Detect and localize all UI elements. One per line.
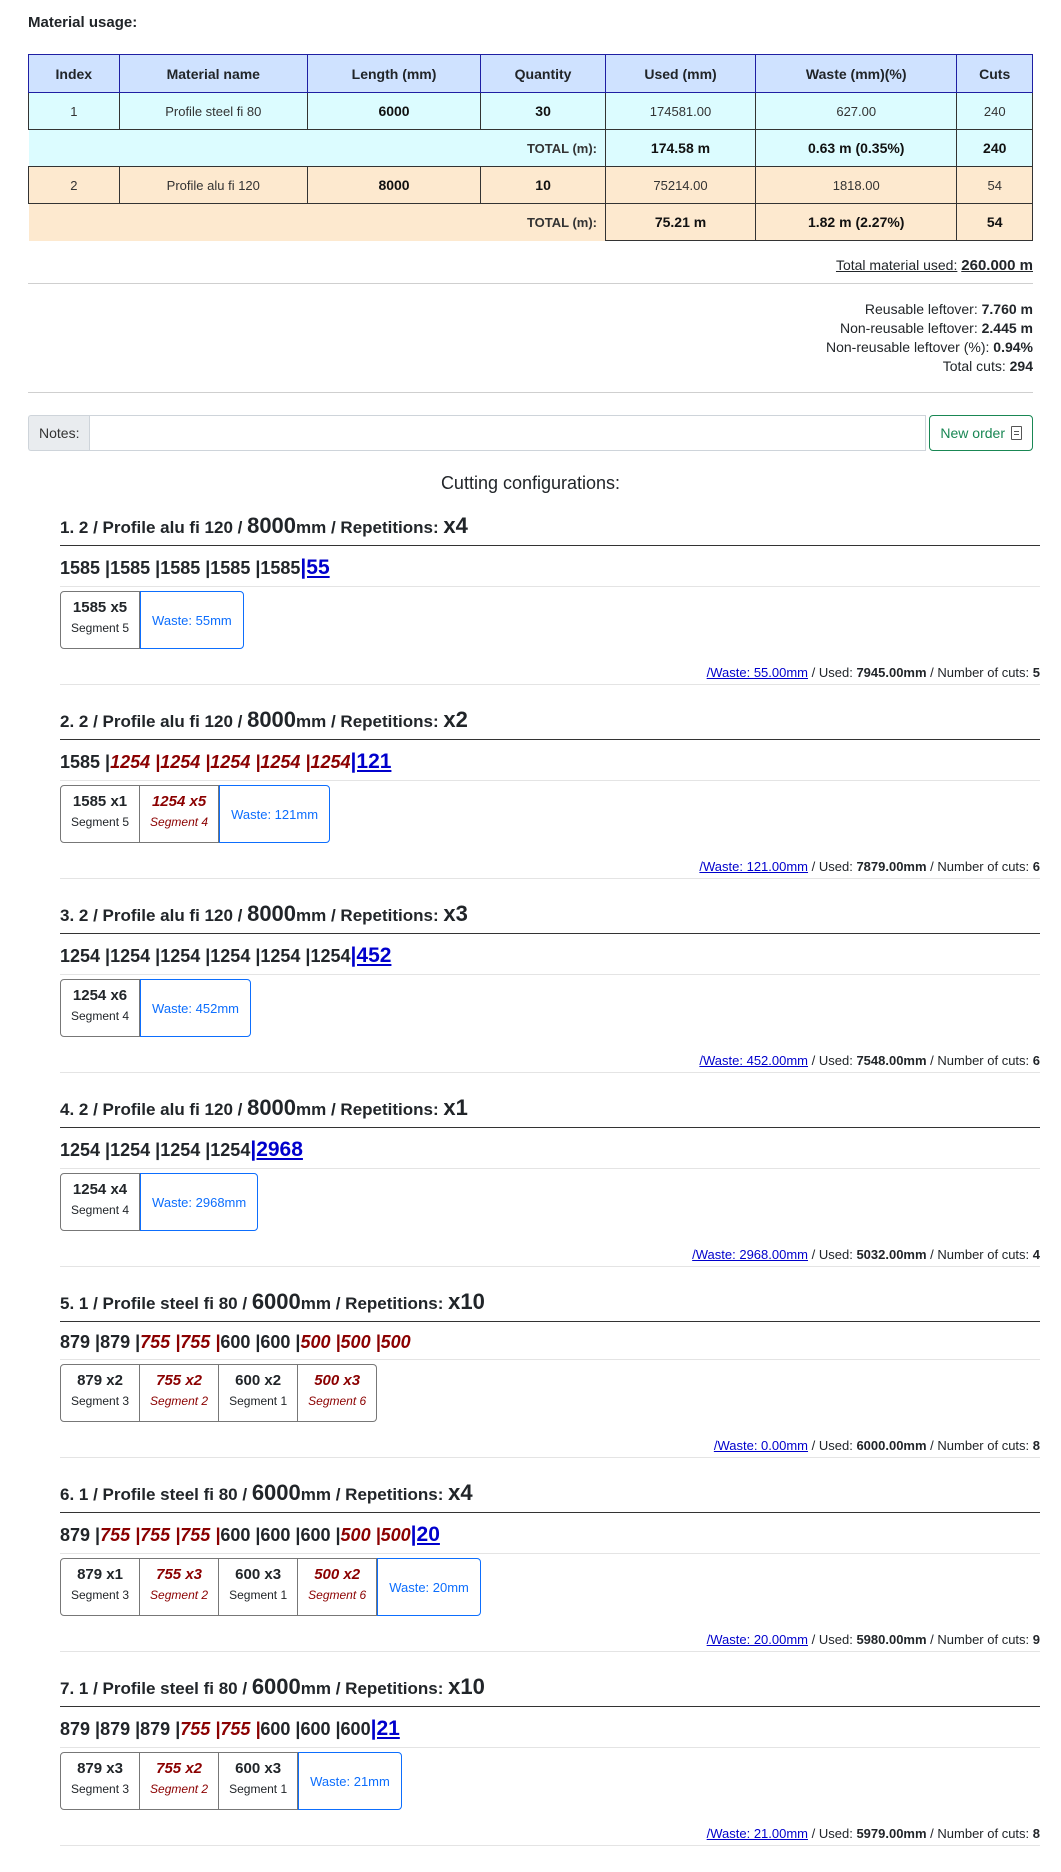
col-length-header: Length (mm) (307, 55, 480, 93)
cut-pattern (60, 1128, 1040, 1169)
segment-box (219, 1752, 298, 1810)
segment-box (60, 785, 140, 843)
cut-piece: 1585 | (60, 558, 111, 578)
config-length: 8000 (247, 513, 297, 538)
cut-piece: 500 | (340, 1332, 381, 1352)
footer-waste-link[interactable]: /Waste: 21.00mm (706, 1826, 809, 1841)
segment-box (140, 1558, 219, 1616)
footer-cuts-value: 4 (1032, 1247, 1040, 1262)
segment-count: 600 x2 (235, 1372, 282, 1389)
segment-label: Segment 1 (229, 1394, 288, 1408)
config-unit: mm (300, 1294, 331, 1313)
segment-label: Segment 3 (71, 1394, 130, 1408)
footer-cuts-value: 8 (1032, 1438, 1040, 1453)
segment-count: 879 x3 (77, 1760, 123, 1777)
config-rep-label: / Repetitions: (326, 1100, 444, 1119)
cut-piece: 755 | (140, 1525, 181, 1545)
cut-piece: 1254 | (110, 752, 161, 772)
cut-piece: 1254 | (160, 752, 211, 772)
cutting-config (60, 513, 1040, 685)
cutting-config (60, 901, 1040, 1073)
cut-piece: 879 | (100, 1332, 141, 1352)
waste-link[interactable]: |55 (300, 556, 330, 579)
segment-box (140, 1364, 219, 1422)
footer-waste-link[interactable]: /Waste: 20.00mm (706, 1632, 809, 1647)
row-material-name: Profile alu fi 120 (119, 167, 307, 204)
footer-waste-link[interactable]: /Waste: 55.00mm (706, 665, 809, 680)
row-length: 8000 (307, 167, 480, 204)
config-unit: mm (300, 1679, 331, 1698)
segment-label: Segment 1 (229, 1782, 288, 1796)
segment-label: Segment 4 (150, 815, 209, 829)
segment-count: 500 x2 (314, 1566, 361, 1583)
segment-box (298, 1364, 377, 1422)
table-total-row (29, 130, 1033, 167)
cut-piece: 600 | (220, 1332, 261, 1352)
cut-piece: 879 | (60, 1332, 101, 1352)
cut-piece: 1254 (310, 752, 351, 772)
cut-piece: 755 | (180, 1332, 221, 1352)
segment-group (60, 975, 1040, 1043)
notes-textarea[interactable] (89, 415, 926, 451)
cutting-config (60, 707, 1040, 879)
non-reusable-pct-value: 0.94% (993, 339, 1033, 355)
segment-group (60, 587, 1040, 655)
footer-used-value: 7879.00mm (856, 859, 927, 874)
segment-box (60, 591, 140, 649)
footer-used-label: / Used: (808, 1053, 857, 1068)
config-repetitions: x4 (448, 1480, 473, 1505)
segment-count: 1254 x4 (72, 1181, 128, 1198)
segment-box (140, 785, 219, 843)
waste-box: Waste: 20mm (377, 1558, 481, 1616)
footer-cuts-label: / Number of cuts: (926, 1053, 1033, 1068)
total-cuts: 240 (957, 130, 1033, 167)
config-repetitions: x2 (443, 707, 468, 732)
row-waste: 627.00 (756, 93, 957, 130)
footer-cuts-label: / Number of cuts: (926, 1632, 1033, 1647)
row-quantity: 30 (481, 93, 606, 130)
config-header (60, 1674, 1040, 1707)
cut-piece: 1254 | (60, 946, 111, 966)
config-spacer (28, 1073, 1033, 1095)
footer-used-label: / Used: (808, 1438, 857, 1453)
config-footer (60, 1043, 1040, 1073)
cut-pattern (60, 1513, 1040, 1554)
row-index: 1 (29, 93, 120, 130)
row-used: 75214.00 (606, 167, 756, 204)
segment-box (219, 1364, 298, 1422)
config-repetitions: x4 (443, 513, 468, 538)
cut-piece: 755 | (220, 1719, 261, 1739)
table-header-row (29, 55, 1033, 93)
segment-label: Segment 6 (308, 1588, 367, 1602)
total-cuts: 54 (957, 204, 1033, 241)
segment-box (60, 1752, 140, 1810)
total-label: TOTAL (m): (29, 130, 606, 167)
cut-piece: 879 | (100, 1719, 141, 1739)
cut-piece: 879 | (60, 1525, 101, 1545)
config-unit: mm (296, 712, 327, 731)
segment-box (60, 1364, 140, 1422)
cutting-config (60, 1095, 1040, 1267)
footer-waste-link[interactable]: /Waste: 121.00mm (699, 859, 809, 874)
waste-link[interactable]: |21 (370, 1717, 400, 1740)
total-waste: 0.63 m (0.35%) (756, 130, 957, 167)
footer-cuts-value: 6 (1032, 1053, 1040, 1068)
cutting-configurations-title: Cutting configurations: (440, 473, 621, 493)
total-used: 75.21 m (606, 204, 756, 241)
waste-link[interactable]: |121 (350, 750, 392, 773)
config-length: 6000 (251, 1480, 301, 1505)
segment-box (60, 979, 140, 1037)
cut-piece: 600 | (300, 1525, 341, 1545)
cut-piece: 1254 (210, 1140, 251, 1160)
footer-waste-link[interactable]: /Waste: 452.00mm (699, 1053, 809, 1068)
row-quantity: 10 (481, 167, 606, 204)
cut-piece: 1585 | (210, 558, 261, 578)
non-reusable-leftover-value: 2.445 m (981, 320, 1033, 336)
segment-count: 755 x3 (156, 1566, 203, 1583)
config-rep-label: / Repetitions: (331, 1294, 449, 1313)
col-used-header: Used (mm) (606, 55, 756, 93)
total-used: 174.58 m (606, 130, 756, 167)
cut-piece: 1254 | (160, 946, 211, 966)
table-row (29, 167, 1033, 204)
segment-count: 755 x2 (156, 1372, 203, 1389)
config-spacer (28, 1267, 1033, 1289)
config-spacer (28, 685, 1033, 707)
cut-piece: 1254 | (160, 1140, 211, 1160)
footer-cuts-label: / Number of cuts: (926, 859, 1033, 874)
non-reusable-leftover-label: Non-reusable leftover: (839, 320, 978, 336)
segment-label: Segment 2 (150, 1394, 209, 1408)
segment-label: Segment 5 (71, 815, 130, 829)
total-material-used (28, 257, 1033, 283)
segment-count: 1585 x1 (72, 793, 128, 810)
segment-count: 879 x2 (77, 1372, 123, 1389)
config-footer (60, 655, 1040, 685)
config-header (60, 1289, 1040, 1322)
row-length: 6000 (307, 93, 480, 130)
cut-piece: 755 | (100, 1525, 141, 1545)
reusable-leftover (28, 300, 1033, 319)
new-order-label: New order (940, 425, 1005, 441)
cut-piece: 1254 | (110, 1140, 161, 1160)
waste-box: Waste: 55mm (140, 591, 244, 649)
segment-box (219, 1558, 298, 1616)
cut-piece: 1254 (310, 946, 351, 966)
config-rep-label: / Repetitions: (331, 1485, 449, 1504)
config-title: 6. 1 / Profile steel fi 80 / (60, 1485, 252, 1504)
segment-box (298, 1558, 377, 1616)
row-waste: 1818.00 (756, 167, 957, 204)
divider (28, 392, 1033, 393)
cut-piece: 1254 | (210, 946, 261, 966)
cut-pattern (60, 934, 1040, 975)
total-material-used-label: Total material used: (835, 257, 958, 273)
footer-used-value: 7548.00mm (856, 1053, 927, 1068)
config-footer (60, 1816, 1040, 1846)
segment-group (60, 781, 1040, 849)
segment-label: Segment 6 (308, 1394, 367, 1408)
waste-link[interactable]: |20 (410, 1523, 440, 1546)
waste-link[interactable]: |2968 (250, 1138, 303, 1161)
config-footer (60, 1622, 1040, 1652)
segment-count: 1585 x5 (72, 599, 128, 616)
config-header (60, 1095, 1040, 1128)
row-material-name: Profile steel fi 80 (119, 93, 307, 130)
config-footer (60, 849, 1040, 879)
footer-used-value: 5980.00mm (856, 1632, 927, 1647)
cut-pattern (60, 740, 1040, 781)
cut-piece: 1254 | (260, 946, 311, 966)
cutting-config (60, 1289, 1040, 1458)
total-waste: 1.82 m (2.27%) (756, 204, 957, 241)
notes-row (28, 415, 1033, 451)
segment-group (60, 1554, 1040, 1622)
config-repetitions: x1 (443, 1095, 468, 1120)
config-unit: mm (296, 1100, 327, 1119)
table-row (29, 93, 1033, 130)
cut-piece: 1585 (260, 558, 301, 578)
segment-label: Segment 4 (71, 1009, 130, 1023)
config-footer (60, 1428, 1040, 1458)
cut-piece: 500 (380, 1525, 411, 1545)
config-length: 6000 (251, 1674, 301, 1699)
footer-used-label: / Used: (808, 1826, 857, 1841)
config-repetitions: x10 (448, 1289, 485, 1314)
configs-list (28, 513, 1040, 1846)
config-repetitions: x3 (443, 901, 468, 926)
waste-box: Waste: 452mm (140, 979, 251, 1037)
footer-cuts-value: 5 (1032, 665, 1040, 680)
waste-box: Waste: 121mm (219, 785, 330, 843)
segment-label: Segment 4 (71, 1203, 130, 1217)
footer-cuts-label: / Number of cuts: (926, 1826, 1033, 1841)
cut-piece: 600 | (300, 1719, 341, 1739)
reusable-leftover-value: 7.760 m (981, 301, 1033, 317)
segment-box (140, 1752, 219, 1810)
cut-piece: 755 | (180, 1719, 221, 1739)
config-header (60, 513, 1040, 546)
segment-group (60, 1360, 1040, 1428)
notes-label: Notes: (28, 415, 89, 451)
segment-count: 600 x3 (235, 1760, 282, 1777)
cut-piece: 1585 | (110, 558, 161, 578)
segment-label: Segment 3 (71, 1782, 130, 1796)
cut-piece: 500 | (340, 1525, 381, 1545)
material-usage-title: Material usage: (28, 14, 138, 31)
config-header (60, 1480, 1040, 1513)
config-title: 1. 2 / Profile alu fi 120 / (60, 518, 248, 537)
config-header (60, 901, 1040, 934)
cutting-config (60, 1480, 1040, 1652)
non-reusable-pct (28, 338, 1033, 357)
cut-piece: 1254 | (210, 752, 261, 772)
footer-used-value: 5032.00mm (856, 1247, 927, 1262)
segment-label: Segment 2 (150, 1782, 209, 1796)
cut-pattern (60, 1707, 1040, 1748)
cut-piece: 600 | (260, 1719, 301, 1739)
cut-piece: 1585 | (60, 752, 111, 772)
footer-cuts-label: / Number of cuts: (926, 1247, 1033, 1262)
config-length: 8000 (247, 1095, 297, 1120)
cut-piece: 1254 | (60, 1140, 111, 1160)
config-spacer (28, 1458, 1033, 1480)
config-rep-label: / Repetitions: (326, 518, 444, 537)
new-order-button[interactable] (929, 415, 1033, 451)
cut-piece: 879 | (140, 1719, 181, 1739)
col-waste-header: Waste (mm)(%) (756, 55, 957, 93)
row-cuts: 240 (957, 93, 1033, 130)
segment-box (60, 1558, 140, 1616)
total-cuts-summary (28, 357, 1033, 376)
config-length: 8000 (247, 901, 297, 926)
footer-used-label: / Used: (808, 1247, 857, 1262)
config-title: 2. 2 / Profile alu fi 120 / (60, 712, 248, 731)
table-total-row (29, 204, 1033, 241)
footer-cuts-value: 8 (1032, 1826, 1040, 1841)
footer-waste-link[interactable]: /Waste: 0.00mm (713, 1438, 809, 1453)
material-table (28, 54, 1033, 241)
non-reusable-pct-label: Non-reusable leftover (%): (826, 339, 990, 355)
cut-pattern (60, 546, 1040, 587)
row-used: 174581.00 (606, 93, 756, 130)
config-title: 7. 1 / Profile steel fi 80 / (60, 1679, 252, 1698)
footer-cuts-value: 9 (1032, 1632, 1040, 1647)
footer-used-label: / Used: (808, 859, 857, 874)
segment-count: 1254 x5 (151, 793, 207, 810)
footer-used-value: 5979.00mm (856, 1826, 927, 1841)
config-length: 8000 (247, 707, 297, 732)
col-material-name-header: Material name (119, 55, 307, 93)
config-title: 4. 2 / Profile alu fi 120 / (60, 1100, 248, 1119)
segment-count: 1254 x6 (72, 987, 128, 1004)
document-icon (1011, 426, 1022, 440)
config-unit: mm (296, 906, 327, 925)
segment-count: 755 x2 (156, 1760, 203, 1777)
non-reusable-leftover (28, 319, 1033, 338)
footer-used-label: / Used: (808, 665, 857, 680)
cut-piece: 1254 | (260, 752, 311, 772)
cut-piece: 500 (380, 1332, 411, 1352)
cutting-config (60, 1674, 1040, 1846)
cut-piece: 755 | (140, 1332, 181, 1352)
cut-piece: 1254 | (110, 946, 161, 966)
config-header (60, 707, 1040, 740)
cut-piece: 755 | (180, 1525, 221, 1545)
total-material-used-value: 260.000 m (961, 257, 1033, 274)
footer-used-label: / Used: (808, 1632, 857, 1647)
segment-count: 500 x3 (314, 1372, 361, 1389)
footer-cuts-label: / Number of cuts: (926, 1438, 1033, 1453)
config-title: 5. 1 / Profile steel fi 80 / (60, 1294, 252, 1313)
segment-label: Segment 2 (150, 1588, 209, 1602)
segment-count: 600 x3 (235, 1566, 282, 1583)
row-index: 2 (29, 167, 120, 204)
segment-label: Segment 1 (229, 1588, 288, 1602)
reusable-leftover-label: Reusable leftover: (864, 301, 978, 317)
segment-label: Segment 5 (71, 621, 130, 635)
config-footer (60, 1237, 1040, 1267)
total-cuts-value: 294 (1009, 358, 1033, 374)
cut-piece: 600 (340, 1719, 371, 1739)
config-rep-label: / Repetitions: (326, 712, 444, 731)
config-title: 3. 2 / Profile alu fi 120 / (60, 906, 248, 925)
cut-pattern (60, 1322, 1040, 1360)
col-cuts-header: Cuts (957, 55, 1033, 93)
col-quantity-header: Quantity (481, 55, 606, 93)
footer-used-value: 7945.00mm (856, 665, 927, 680)
cut-piece: 600 | (260, 1525, 301, 1545)
config-rep-label: / Repetitions: (326, 906, 444, 925)
waste-box: Waste: 21mm (298, 1752, 402, 1810)
config-unit: mm (296, 518, 327, 537)
config-spacer (28, 879, 1033, 901)
segment-group (60, 1169, 1040, 1237)
cut-piece: 600 | (260, 1332, 301, 1352)
segment-box (60, 1173, 140, 1231)
segment-label: Segment 3 (71, 1588, 130, 1602)
waste-link[interactable]: |452 (350, 944, 392, 967)
segment-group (60, 1748, 1040, 1816)
footer-waste-link[interactable]: /Waste: 2968.00mm (692, 1247, 809, 1262)
col-index-header: Index (29, 55, 120, 93)
segment-count: 879 x1 (77, 1566, 123, 1583)
leftover-summary (28, 284, 1033, 392)
cut-piece: 879 | (60, 1719, 101, 1739)
total-cuts-label: Total cuts: (942, 358, 1006, 374)
footer-cuts-value: 6 (1032, 859, 1040, 874)
cut-piece: 1585 | (160, 558, 211, 578)
config-length: 6000 (251, 1289, 301, 1314)
config-unit: mm (300, 1485, 331, 1504)
waste-box: Waste: 2968mm (140, 1173, 258, 1231)
footer-used-value: 6000.00mm (856, 1438, 927, 1453)
footer-cuts-label: / Number of cuts: (926, 665, 1033, 680)
config-repetitions: x10 (448, 1674, 485, 1699)
row-cuts: 54 (957, 167, 1033, 204)
total-label: TOTAL (m): (29, 204, 606, 241)
config-spacer (28, 1652, 1033, 1674)
cut-piece: 500 | (300, 1332, 341, 1352)
config-rep-label: / Repetitions: (331, 1679, 449, 1698)
cut-piece: 600 | (220, 1525, 261, 1545)
